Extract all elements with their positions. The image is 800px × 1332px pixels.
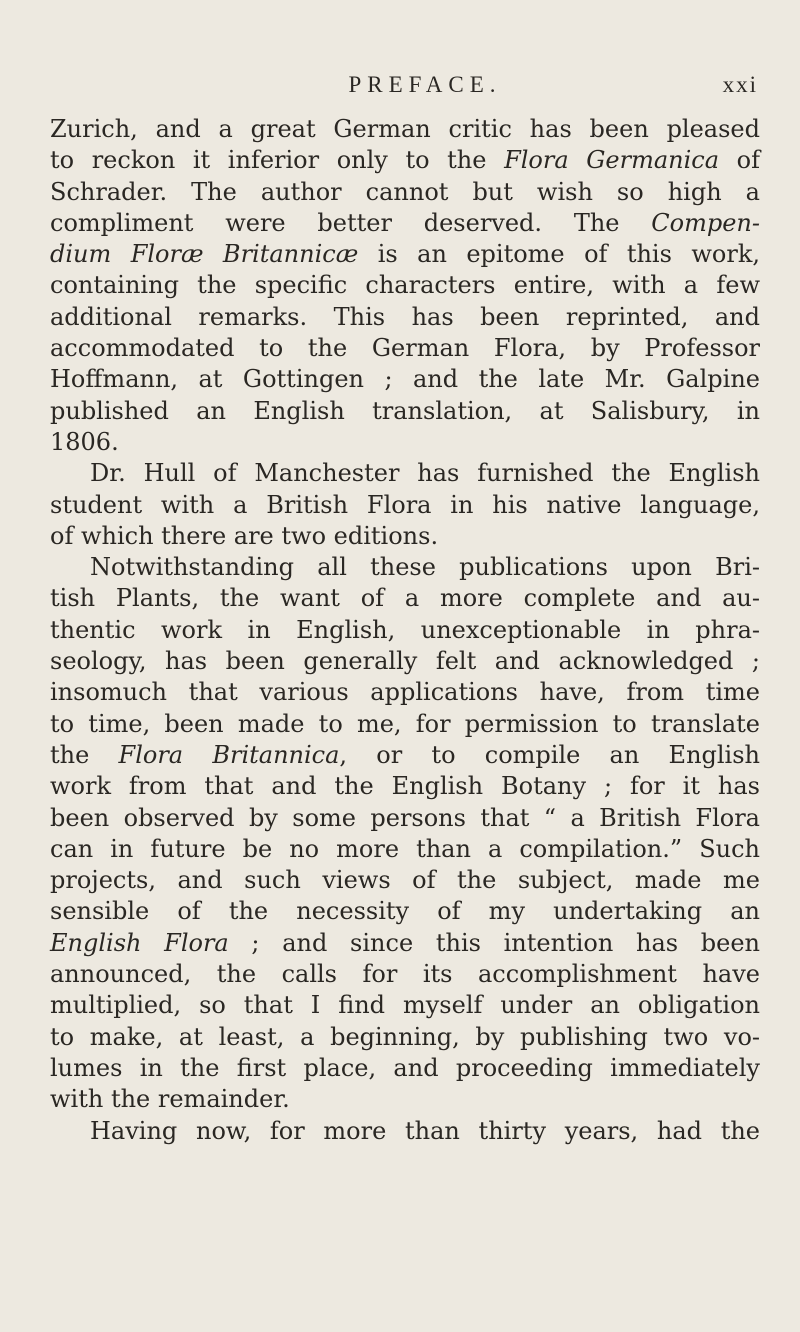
page-header (50, 72, 760, 106)
text-line: the Flora Britannica, or to compile an English (50, 740, 761, 769)
text-line: with the remainder. (50, 1085, 290, 1114)
body-text (50, 114, 760, 1147)
text-line: projects, and such views of the subject, made me (50, 866, 760, 895)
text-line: to reckon it inferior only to the Flora Germanica of (50, 146, 760, 175)
text-line: can in future be no more than a compilation.” Such (50, 834, 760, 863)
text-line: tish Plants, the want of a more complete and au- (50, 584, 760, 613)
italic-title: Flora Germanica (504, 146, 720, 175)
italic-title: Compen- (651, 208, 760, 237)
text-line: Schrader. The author cannot but wish so high a (50, 177, 760, 206)
text-line: Having now, for more than thirty years, had the (90, 1116, 760, 1145)
text-line: been observed by some persons that “ a British Flora (50, 803, 760, 832)
text-line: student with a British Flora in his native language, (50, 490, 760, 519)
text-line: insomuch that various applications have, from time (50, 678, 760, 707)
text-line: to make, at least, a beginning, by publishing two vo- (50, 1022, 760, 1051)
text-line: Notwithstanding all these publications upon Bri- (90, 553, 760, 582)
page-number: xxi (722, 72, 758, 97)
running-head: PREFACE. (348, 72, 502, 97)
text-line: Zurich, and a great German critic has been pleased (50, 115, 760, 143)
italic-title: dium Floræ Britannicæ (50, 240, 359, 269)
italic-title: English Flora (50, 928, 229, 957)
text-line: seology, has been generally felt and acknowledged ; (50, 647, 760, 676)
text-line: additional remarks. This has been reprinted, and (50, 302, 760, 331)
text-line: work from that and the English Botany ; for it has (50, 772, 760, 801)
text-line: to time, been made to me, for permission to translate (50, 709, 760, 738)
text-line: accommodated to the German Flora, by Professor (50, 334, 760, 363)
text-line: containing the specific characters entire, with a few (50, 271, 760, 300)
text-line: Hoffmann, at Gottingen ; and the late Mr. Galpine (50, 365, 760, 394)
italic-title: Flora Britannica (118, 740, 340, 769)
text-line: Dr. Hull of Manchester has furnished the English (90, 459, 760, 488)
text-line: multiplied, so that I find myself under an obligation (50, 991, 760, 1020)
text-line: lumes in the first place, and proceeding immediately (50, 1053, 760, 1082)
text-line: of which there are two editions. (50, 521, 439, 550)
text-line: published an English translation, at Salisbury, in (50, 396, 760, 425)
text-line: thentic work in English, unexceptionable in phra- (50, 615, 760, 644)
text-line: English Flora ; and since this intention has been (50, 928, 761, 957)
text-line: sensible of the necessity of my undertaking an (50, 897, 760, 926)
text-line: dium Floræ Britannicæ is an epitome of this work, (50, 240, 760, 269)
text-line: 1806. (50, 427, 119, 456)
text-line: announced, the calls for its accomplishment have (50, 960, 760, 989)
text-line: compliment were better deserved. The Compen- (50, 208, 760, 237)
